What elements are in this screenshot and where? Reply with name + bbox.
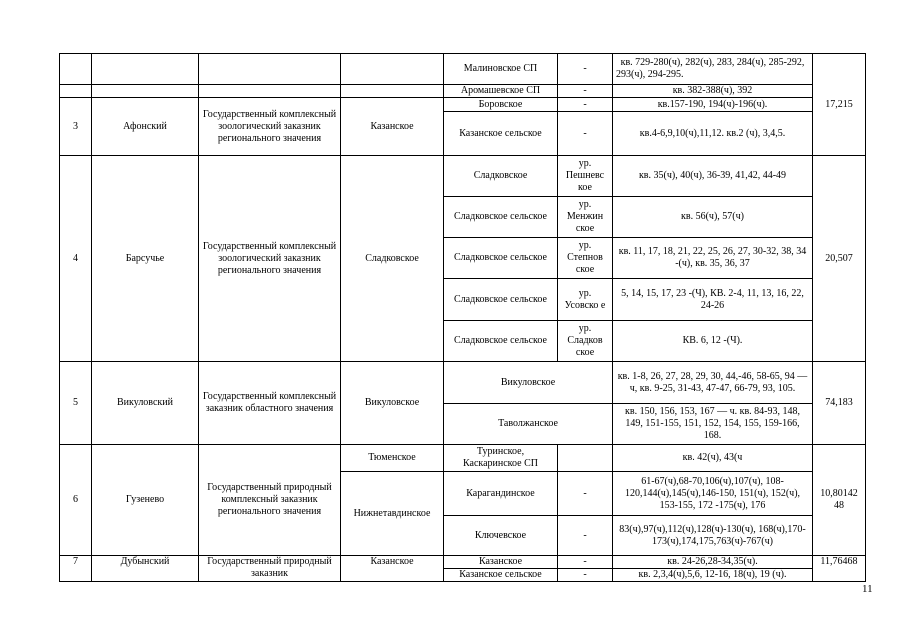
cell-category: Государственный природный заказник xyxy=(199,556,341,582)
cell-quarters: 61-67(ч),68-70,106(ч),107(ч), 108-120,144(ч),145(ч),146-150, 151(ч), 152(ч), 153-155, 172 -175(ч), 176 xyxy=(613,472,813,516)
cell-quarters: кв. 24-26,28-34,35(ч). xyxy=(613,556,813,569)
cell-area: 17,215 xyxy=(813,54,866,156)
cell-name: Викуловский xyxy=(92,362,199,445)
cell-region: Сладковское сельское xyxy=(444,197,558,238)
cell-category: Государственный комплексный зоологический заказник регионального значения xyxy=(199,98,341,156)
cell-district xyxy=(341,54,444,85)
cell-quarters: 83(ч),97(ч),112(ч),128(ч)-130(ч), 168(ч),170-173(ч),174,175,763(ч)-767(ч) xyxy=(613,516,813,556)
cell-region: Викуловское xyxy=(444,362,613,404)
cell-category: Государственный комплексный заказник областного значения xyxy=(199,362,341,445)
cell-dash: - xyxy=(558,472,613,516)
cell-district: Тюменское xyxy=(341,445,444,472)
cell-region: Ключевское xyxy=(444,516,558,556)
cell-quarters: кв. 11, 17, 18, 21, 22, 25, 26, 27, 30-32, 38, 34 -(ч), кв. 35, 36, 37 xyxy=(613,238,813,279)
table-row xyxy=(60,556,866,569)
cell-category: Государственный комплексный зоологический заказник регионального значения xyxy=(199,156,341,362)
table-row xyxy=(60,156,866,197)
cell-district: Сладковское xyxy=(341,156,444,362)
cell-region: Таволжанское xyxy=(444,404,613,445)
cell-dash: - xyxy=(558,112,613,156)
cell-quarters: кв. 150, 156, 153, 167 — ч. кв. 84-93, 148, 149, 151-155, 151, 152, 154, 155, 159-166, 168. xyxy=(613,404,813,445)
cell-num: 3 xyxy=(60,98,92,156)
cell-name xyxy=(92,85,199,98)
cell-dash: - xyxy=(558,556,613,569)
cell-dash xyxy=(558,445,613,472)
cell-region: Сладковское сельское xyxy=(444,279,558,321)
cell-quarters: кв. 1-8, 26, 27, 28, 29, 30, 44,-46, 58-65, 94 — ч, кв. 9-25, 31-43, 47-47, 66-79, 93, 105. xyxy=(613,362,813,404)
cell-dash: - xyxy=(558,85,613,98)
cell-name: Гузенево xyxy=(92,445,199,556)
cell-dash: - xyxy=(558,569,613,582)
cell-name: Афонский xyxy=(92,98,199,156)
cell-dash: - xyxy=(558,98,613,112)
cell-quarters: кв. 42(ч), 43(ч xyxy=(613,445,813,472)
cell-region: Малиновское СП xyxy=(444,54,558,85)
cell-num xyxy=(60,85,92,98)
cell-quarters: кв.4-6,9,10(ч),11,12. кв.2 (ч), 3,4,5. xyxy=(613,112,813,156)
cell-quarters: кв. 729-280(ч), 282(ч), 283, 284(ч), 285-292, 293(ч), 294-295. xyxy=(613,54,813,85)
cell-district: Викуловское xyxy=(341,362,444,445)
cell-region: Боровское xyxy=(444,98,558,112)
cell-category: Государственный природный комплексный заказник регионального значения xyxy=(199,445,341,556)
cell-district: Нижнетавдинское xyxy=(341,472,444,556)
table-row xyxy=(60,98,866,112)
cell-tract: ур. Менжин ское xyxy=(558,197,613,238)
cell-region: Аромашевское СП xyxy=(444,85,558,98)
cell-region: Казанское сельское xyxy=(444,112,558,156)
cell-area: 20,507 xyxy=(813,156,866,362)
cell-num xyxy=(60,54,92,85)
page-number: 11 xyxy=(862,583,873,595)
cell-dash: - xyxy=(558,54,613,85)
cell-num: 5 xyxy=(60,362,92,445)
cell-region: Туринское, Каскаринское СП xyxy=(444,445,558,472)
protected-areas-table xyxy=(59,53,866,582)
cell-tract: ур. Степнов ское xyxy=(558,238,613,279)
cell-num: 7 xyxy=(60,556,92,582)
cell-num: 6 xyxy=(60,445,92,556)
cell-district: Казанское xyxy=(341,98,444,156)
cell-quarters: кв. 56(ч), 57(ч) xyxy=(613,197,813,238)
cell-quarters: кв. 2,3,4(ч),5,6, 12-16, 18(ч), 19 (ч). xyxy=(613,569,813,582)
cell-category xyxy=(199,85,341,98)
cell-num: 4 xyxy=(60,156,92,362)
cell-area: 74,183 xyxy=(813,362,866,445)
cell-quarters: КВ. 6, 12 -(Ч). xyxy=(613,321,813,362)
cell-quarters: 5, 14, 15, 17, 23 -(Ч), КВ. 2-4, 11, 13, 16, 22, 24-26 xyxy=(613,279,813,321)
cell-region: Сладковское xyxy=(444,156,558,197)
cell-quarters: кв.157-190, 194(ч)-196(ч). xyxy=(613,98,813,112)
cell-name: Барсучье xyxy=(92,156,199,362)
cell-region: Сладковское сельское xyxy=(444,238,558,279)
cell-district xyxy=(341,85,444,98)
cell-tract: ур. Усовско е xyxy=(558,279,613,321)
cell-name xyxy=(92,54,199,85)
cell-area: 11,76468 xyxy=(813,556,866,582)
cell-dash: - xyxy=(558,516,613,556)
cell-quarters: кв. 382-388(ч), 392 xyxy=(613,85,813,98)
table-row xyxy=(60,54,866,85)
cell-region: Сладковское сельское xyxy=(444,321,558,362)
cell-district: Казанское xyxy=(341,556,444,582)
cell-region: Казанское сельское xyxy=(444,569,558,582)
table-row xyxy=(60,85,866,98)
cell-region: Карагандинское xyxy=(444,472,558,516)
cell-area: 10,80142 48 xyxy=(813,445,866,556)
cell-name: Дубынский xyxy=(92,556,199,582)
table-row xyxy=(60,362,866,404)
cell-tract: ур. Сладков ское xyxy=(558,321,613,362)
cell-region: Казанское xyxy=(444,556,558,569)
table-row xyxy=(60,445,866,472)
cell-quarters: кв. 35(ч), 40(ч), 36-39, 41,42, 44-49 xyxy=(613,156,813,197)
cell-category xyxy=(199,54,341,85)
cell-tract: ур. Пешневс кое xyxy=(558,156,613,197)
